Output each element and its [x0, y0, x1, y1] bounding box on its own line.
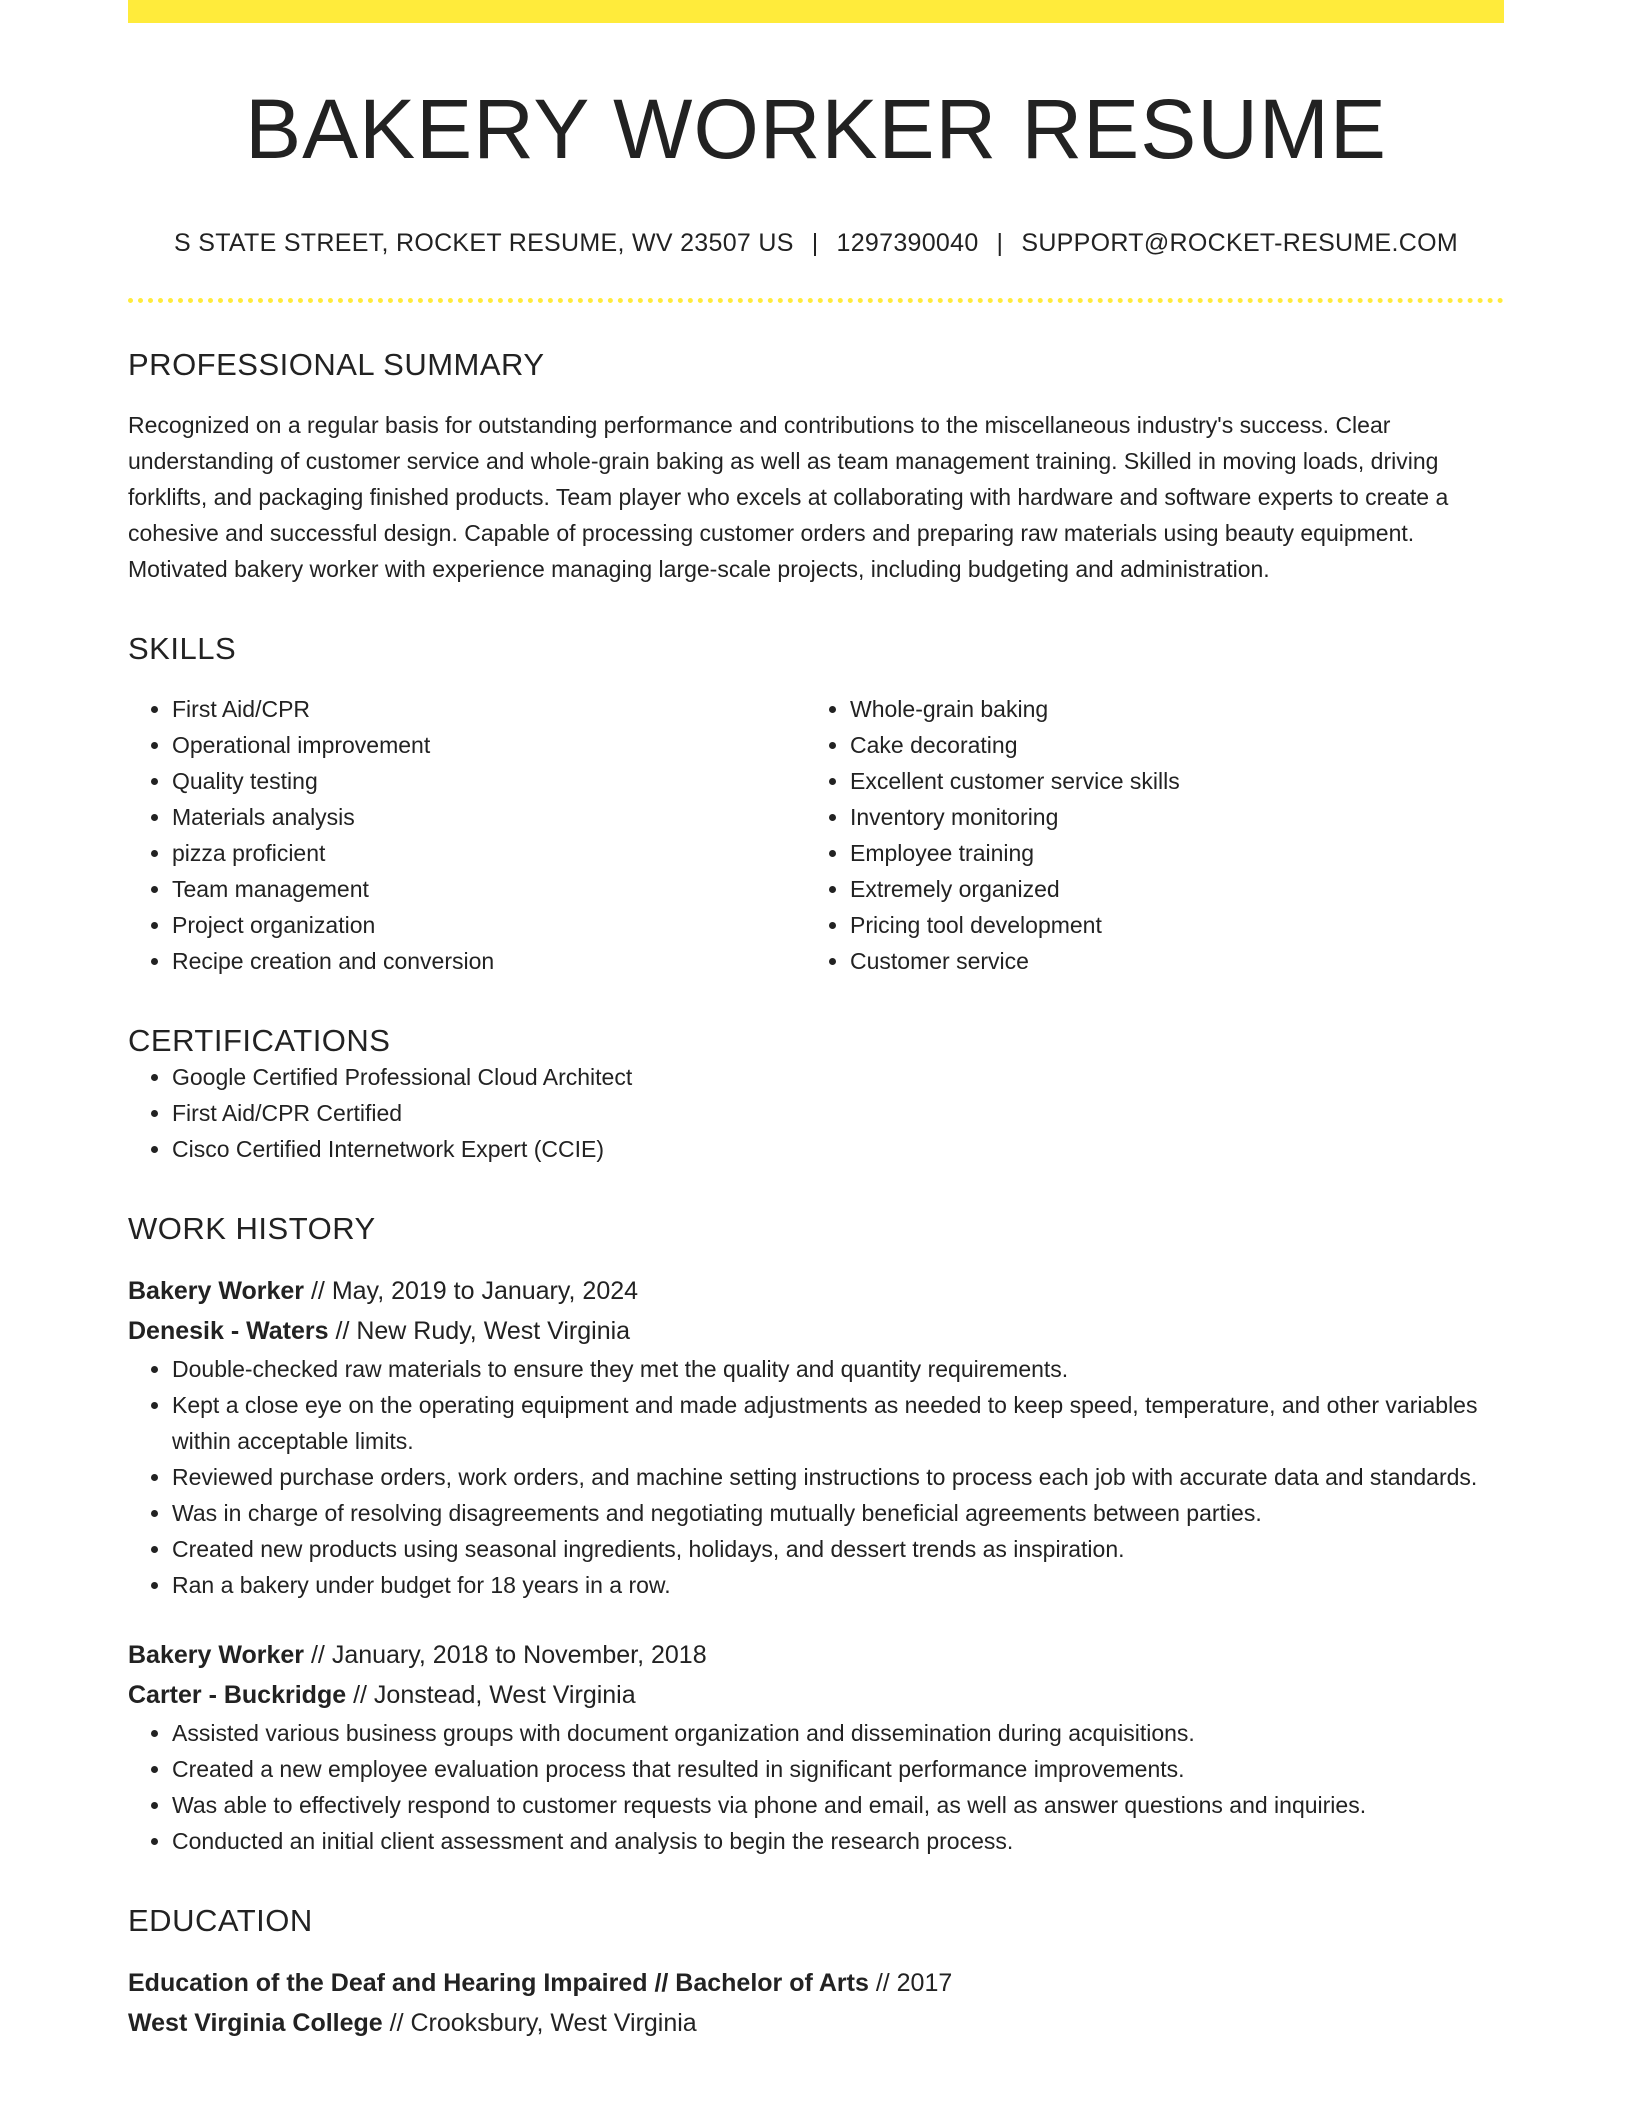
- skills-heading: SKILLS: [128, 631, 237, 667]
- skills-right-column: [806, 691, 1484, 979]
- skill-item: • Project organization: [172, 907, 806, 943]
- contact-email: SUPPORT@ROCKET-RESUME.COM: [1021, 229, 1458, 258]
- certification-item: • Google Certified Professional Cloud Architect: [172, 1059, 1504, 1095]
- work-history-heading: WORK HISTORY: [128, 1211, 376, 1247]
- skill-item: • Team management: [172, 871, 806, 907]
- job-dates: // January, 2018 to November, 2018: [310, 1641, 707, 1670]
- skill-item: • pizza proficient: [172, 835, 806, 871]
- summary-text: Recognized on a regular basis for outstanding performance and contributions to the miscellaneous industry's success. Clear understanding of customer service and whole-grain baking as well as team management training. Skilled in moving loads, driving forklifts, and packaging finished products. Team player who excels at collaborating with hardware and software experts to create a cohesive and successful design. Capable of processing customer orders and preparing raw materials using beauty equipment. Motivated bakery worker with experience managing large-scale projects, including budgeting and administration.: [128, 412, 1449, 583]
- job-dates: // May, 2019 to January, 2024: [310, 1277, 639, 1306]
- job-bullet: • Assisted various business groups with document organization and dissemination during acquisitions.: [172, 1715, 1504, 1751]
- skill-item: • Quality testing: [172, 763, 806, 799]
- education-degree-line: [128, 1963, 1504, 2003]
- skill-item: • Employee training: [850, 835, 1484, 871]
- job-entry: [128, 1271, 1504, 1603]
- skill-item: • Inventory monitoring: [850, 799, 1484, 835]
- skills-left-column: [128, 691, 806, 979]
- job-title-line: [128, 1635, 1504, 1675]
- skill-item: • Customer service: [850, 943, 1484, 979]
- contact-separator: |: [996, 229, 1004, 258]
- contact-separator: |: [811, 229, 819, 258]
- job-bullet: • Double-checked raw materials to ensure they met the quality and quantity requirements.: [172, 1351, 1504, 1387]
- certification-item: • First Aid/CPR Certified: [172, 1095, 1504, 1131]
- job-bullet: • Created new products using seasonal ingredients, holidays, and dessert trends as inspiration.: [172, 1531, 1504, 1567]
- resume-page: [128, 0, 1504, 2043]
- job-entry: [128, 1635, 1504, 1859]
- certification-item: • Cisco Certified Internetwork Expert (CCIE): [172, 1131, 1504, 1167]
- job-location: // Jonstead, West Virginia: [353, 1681, 636, 1710]
- education-year: // 2017: [875, 1969, 953, 1998]
- education-location: // Crooksbury, West Virginia: [389, 2009, 697, 2038]
- job-bullet: • Was able to effectively respond to customer requests via phone and email, as well as answer questions and inquiries.: [172, 1787, 1504, 1823]
- resume-title: BAKERY WORKER RESUME: [245, 82, 1387, 176]
- job-company: Carter - Buckridge: [128, 1681, 347, 1710]
- job-company: Denesik - Waters: [128, 1317, 329, 1346]
- job-company-line: [128, 1311, 1504, 1351]
- certifications-heading: CERTIFICATIONS: [128, 1023, 391, 1059]
- skill-item: • Materials analysis: [172, 799, 806, 835]
- dotted-divider: [128, 298, 1504, 303]
- skill-item: • Whole-grain baking: [850, 691, 1484, 727]
- skill-item: • Pricing tool development: [850, 907, 1484, 943]
- job-location: // New Rudy, West Virginia: [335, 1317, 631, 1346]
- contact-line: [128, 229, 1504, 258]
- contact-address: S STATE STREET, ROCKET RESUME, WV 23507 US: [174, 229, 794, 258]
- education-heading: EDUCATION: [128, 1903, 313, 1939]
- education-degree: Education of the Deaf and Hearing Impaired // Bachelor of Arts: [128, 1969, 869, 1998]
- skill-item: • Extremely organized: [850, 871, 1484, 907]
- education-school-line: [128, 2003, 1504, 2043]
- skill-item: • Excellent customer service skills: [850, 763, 1484, 799]
- job-bullet-list: [128, 1715, 1504, 1859]
- job-bullet: • Reviewed purchase orders, work orders, and machine setting instructions to process each job with accurate data and standards.: [172, 1459, 1504, 1495]
- skill-item: • Operational improvement: [172, 727, 806, 763]
- education-entry: [128, 1963, 1504, 2043]
- job-company-line: [128, 1675, 1504, 1715]
- skill-item: • Recipe creation and conversion: [172, 943, 806, 979]
- education-school: West Virginia College: [128, 2009, 383, 2038]
- job-bullet: • Conducted an initial client assessment and analysis to begin the research process.: [172, 1823, 1504, 1859]
- certifications-list: [128, 1059, 1504, 1167]
- job-title: Bakery Worker: [128, 1277, 305, 1306]
- job-bullet: • Created a new employee evaluation process that resulted in significant performance improvements.: [172, 1751, 1504, 1787]
- job-bullet-list: [128, 1351, 1504, 1603]
- job-bullet: • Was in charge of resolving disagreements and negotiating mutually beneficial agreements between parties.: [172, 1495, 1504, 1531]
- job-title: Bakery Worker: [128, 1641, 305, 1670]
- accent-top-bar: [128, 0, 1504, 23]
- job-bullet: • Kept a close eye on the operating equipment and made adjustments as needed to keep speed, temperature, and other variables within acceptable limits.: [172, 1387, 1504, 1459]
- skill-item: • First Aid/CPR: [172, 691, 806, 727]
- contact-phone: 1297390040: [836, 229, 979, 258]
- skill-item: • Cake decorating: [850, 727, 1484, 763]
- job-bullet: • Ran a bakery under budget for 18 years in a row.: [172, 1567, 1504, 1603]
- skills-grid: [128, 691, 1504, 979]
- summary-heading: PROFESSIONAL SUMMARY: [128, 347, 545, 383]
- job-title-line: [128, 1271, 1504, 1311]
